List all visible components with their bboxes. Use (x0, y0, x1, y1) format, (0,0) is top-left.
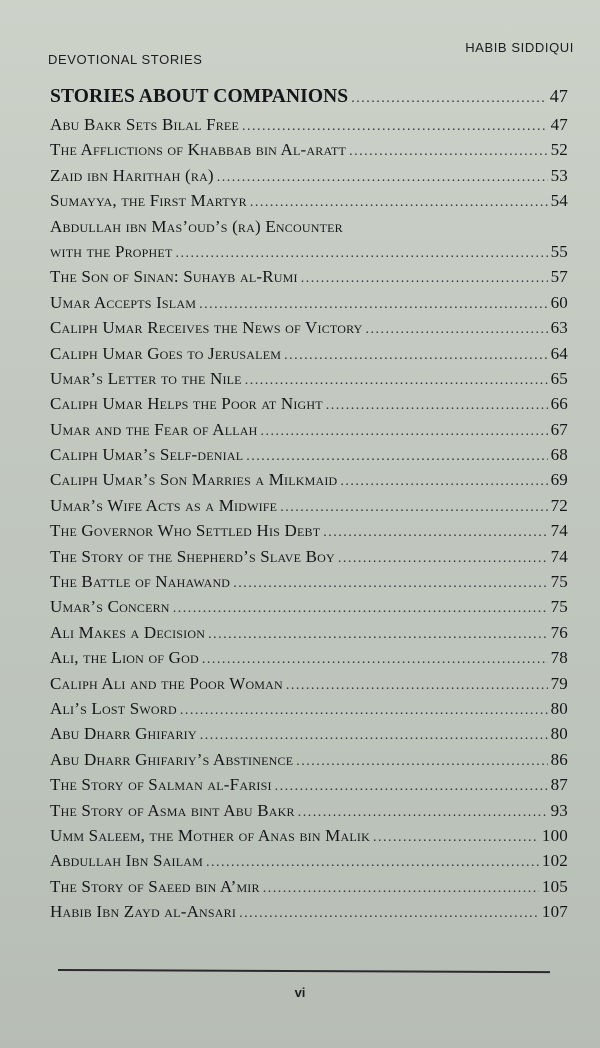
toc-entry (50, 166, 568, 191)
toc-entry-page: 66 (550, 394, 568, 414)
toc-entry (50, 394, 568, 419)
toc-entry-page: 102 (541, 851, 568, 871)
toc-section-page: 47 (549, 86, 568, 106)
leader-dots (246, 449, 547, 465)
leader-dots (338, 551, 548, 567)
toc-entry-page: 53 (550, 165, 568, 185)
toc-entry (50, 750, 568, 775)
toc-entry (50, 191, 568, 216)
toc-entry (50, 572, 568, 597)
toc-entry-title: Caliph Umar’s Son Marries a Milkmaid (50, 470, 338, 490)
toc-entry-page: 107 (541, 902, 568, 922)
toc-entry-page: 52 (550, 140, 568, 160)
toc-entry-page: 78 (550, 648, 568, 668)
leader-dots (263, 881, 539, 897)
toc-entry-title: Ali’s Lost Sword (50, 698, 177, 718)
toc-entry-title: Caliph Umar Goes to Jerusalem (50, 343, 282, 363)
leader-dots (261, 424, 548, 440)
toc-entry-title: The Story of Salman al-Farisi (50, 775, 272, 795)
toc-entry (50, 851, 568, 876)
toc-entry (50, 623, 568, 648)
toc-entry-page: 86 (550, 749, 568, 769)
running-head-right: HABIB SIDDIQUI (465, 40, 574, 55)
toc-entry-page: 69 (550, 470, 568, 490)
table-of-contents (50, 86, 568, 928)
toc-entry (50, 521, 568, 546)
toc-entry-title: Umar’s Wife Acts as a Midwife (50, 495, 278, 515)
toc-entry-title: The Story of the Shepherd’s Slave Boy (50, 546, 335, 566)
leader-dots (349, 144, 548, 160)
leader-dots (286, 678, 548, 694)
toc-entry-page: 65 (550, 368, 568, 388)
running-head (48, 40, 574, 66)
toc-entry-title: Sumayya, the First Martyr (50, 191, 247, 211)
toc-entry (50, 648, 568, 673)
leader-dots (323, 525, 547, 541)
toc-entry-title: Abdullah ibn Mas’oud’s (ra) Encounter (50, 216, 343, 236)
toc-entry-page: 57 (550, 267, 568, 287)
leader-dots (250, 195, 548, 211)
toc-entry-title: Abu Dharr Ghifariy (50, 724, 197, 744)
toc-entry (50, 293, 568, 318)
toc-entry-title: The Battle of Nahawand (50, 572, 231, 592)
toc-entry (50, 242, 568, 267)
leader-dots (366, 322, 548, 338)
running-head-left: DEVOTIONAL STORIES (48, 52, 203, 67)
toc-entry-page: 75 (550, 572, 568, 592)
toc-entry-title: Umar’s Concern (50, 597, 170, 617)
toc-entry (50, 826, 568, 851)
leader-dots (202, 652, 548, 668)
toc-entry (50, 267, 568, 292)
toc-entry-page: 80 (550, 698, 568, 718)
toc-entry-title: The Story of Asma bint Abu Bakr (50, 800, 295, 820)
leader-dots (296, 754, 547, 770)
footer-rule (58, 969, 550, 973)
toc-entry-title: Habib Ibn Zayd al-Ansari (50, 902, 237, 922)
toc-entry (50, 801, 568, 826)
toc-section-title: STORIES ABOUT COMPANIONS (50, 86, 349, 107)
toc-entry-page: 63 (550, 318, 568, 338)
toc-entry-page: 76 (550, 622, 568, 642)
toc-entry (50, 674, 568, 699)
toc-entry (50, 344, 568, 369)
leader-dots (206, 855, 539, 871)
leader-dots (245, 373, 548, 389)
toc-entry (50, 496, 568, 521)
leader-dots (200, 728, 548, 744)
toc-entry-page: 100 (541, 825, 568, 845)
toc-entry-title: The Governor Who Settled His Debt (50, 521, 321, 541)
toc-section-heading (50, 86, 568, 115)
toc-entry-title: Caliph Umar Receives the News of Victory (50, 318, 363, 338)
leader-dots (340, 474, 547, 490)
leader-dots (373, 830, 539, 846)
toc-entry-title: Abu Bakr Sets Bilal Free (50, 115, 239, 134)
leader-dots (233, 576, 547, 592)
toc-entry-page: 64 (550, 343, 568, 363)
toc-entry-title: Umar’s Letter to the Nile (50, 368, 242, 388)
toc-entry-title: Caliph Umar’s Self-denial (50, 445, 244, 465)
toc-entry-title: Caliph Umar Helps the Poor at Night (50, 394, 323, 414)
toc-entry-title: Abdullah Ibn Sailam (50, 851, 204, 871)
toc-entry-title: Umar and the Fear of Allah (50, 419, 258, 439)
toc-entry-page: 80 (550, 724, 568, 744)
toc-entry (50, 140, 568, 165)
toc-entry-title: The Son of Sinan: Suhayb al-Rumi (50, 267, 298, 287)
toc-entry (50, 217, 568, 242)
toc-entry-page: 55 (550, 241, 568, 261)
leader-dots (301, 271, 548, 287)
leader-dots (326, 398, 548, 414)
toc-entry (50, 597, 568, 622)
toc-entry (50, 420, 568, 445)
toc-entry-page: 87 (550, 775, 568, 795)
toc-entry-title: Umar Accepts Islam (50, 292, 197, 312)
leader-dots (199, 297, 548, 313)
leader-dots (242, 119, 548, 135)
leader-dots (217, 170, 548, 186)
toc-entry-page: 105 (541, 876, 568, 896)
leader-dots (351, 91, 547, 107)
toc-entry-page: 74 (550, 546, 568, 566)
toc-entry-page: 75 (550, 597, 568, 617)
toc-entry-title: Ali Makes a Decision (50, 622, 206, 642)
page-folio: vi (294, 985, 306, 1000)
leader-dots (298, 805, 548, 821)
toc-entry-page: 74 (550, 521, 568, 541)
leader-dots (173, 601, 548, 617)
toc-entry-page: 47 (550, 115, 568, 134)
toc-entry (50, 445, 568, 470)
toc-entry-page: 68 (550, 445, 568, 465)
toc-entry-title: Umm Saleem, the Mother of Anas bin Malik (50, 825, 370, 845)
toc-entry (50, 877, 568, 902)
toc-entry-title: with the Prophet (50, 241, 173, 261)
toc-entry-page: 67 (550, 419, 568, 439)
toc-entry (50, 470, 568, 495)
toc-entry-page: 79 (550, 673, 568, 693)
toc-entry-title: The Story of Saeed bin A’mir (50, 876, 260, 896)
leader-dots (239, 906, 539, 922)
toc-entry-title: The Afflictions of Khabbab bin Al-aratt (50, 140, 347, 160)
toc-entry-title: Abu Dharr Ghifariy’s Abstinence (50, 749, 294, 769)
toc-entry-page: 72 (550, 495, 568, 515)
toc-entry-title: Caliph Ali and the Poor Woman (50, 673, 283, 693)
toc-entry (50, 369, 568, 394)
toc-entry-page: 93 (550, 800, 568, 820)
leader-dots (175, 246, 547, 262)
toc-entry-title: Zaid ibn Harithah (ra) (50, 165, 214, 185)
toc-entry (50, 699, 568, 724)
leader-dots (180, 703, 548, 719)
toc-entry-title: Ali, the Lion of God (50, 648, 199, 668)
leader-dots (280, 500, 547, 516)
toc-entry (50, 318, 568, 343)
leader-dots (275, 779, 548, 795)
toc-entry (50, 724, 568, 749)
leader-dots (208, 627, 548, 643)
toc-entry (50, 115, 568, 140)
toc-entry-page: 60 (550, 292, 568, 312)
leader-dots (284, 348, 547, 364)
toc-entry (50, 775, 568, 800)
toc-entry-page: 54 (550, 191, 568, 211)
toc-entry (50, 902, 568, 927)
toc-entry (50, 547, 568, 572)
